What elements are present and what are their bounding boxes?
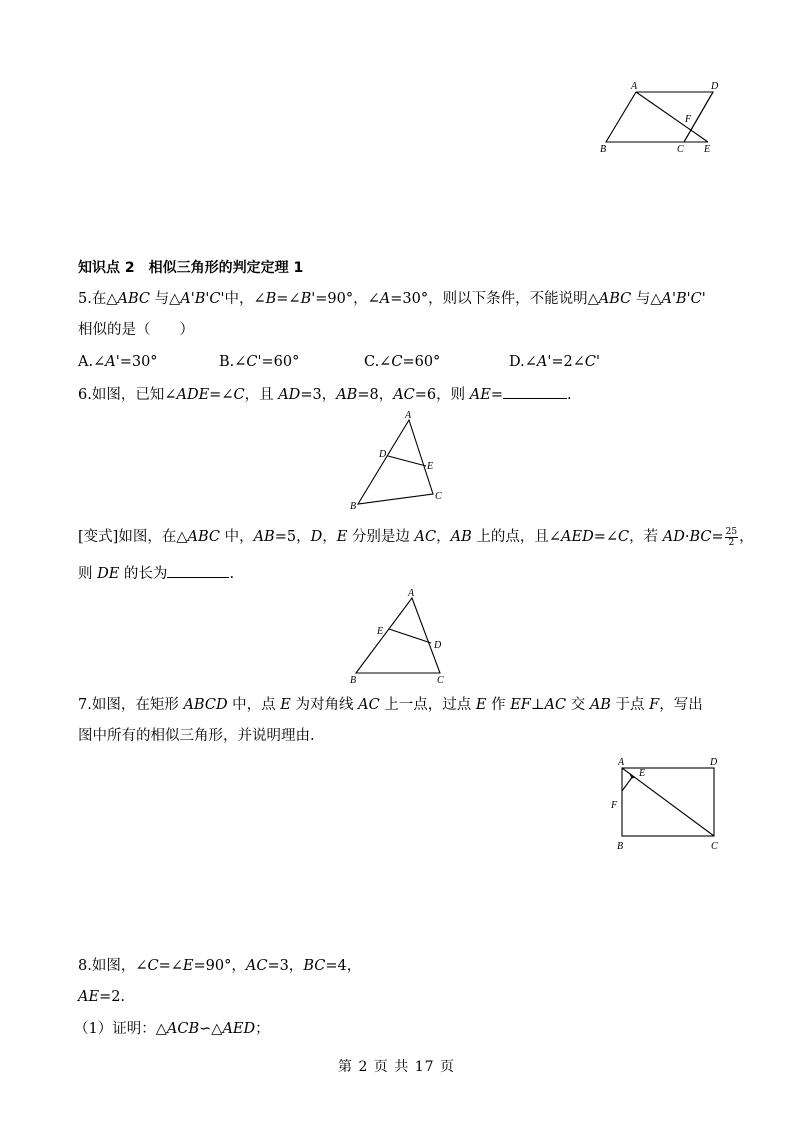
- q8-line-1: 8.如图，∠C=∠E=90°，AC=3，BC=4，: [78, 958, 362, 974]
- q8-line-2: AE=2.: [78, 989, 126, 1005]
- figure-parallelogram: [596, 78, 726, 158]
- fig7-label-f: F: [611, 800, 618, 811]
- fig6-label-c: C: [435, 491, 442, 502]
- fig1-label-e: E: [704, 144, 711, 155]
- fig1-label-a: A: [631, 81, 638, 92]
- fig7-label-e: E: [639, 768, 646, 779]
- q6-answer-blank[interactable]: [503, 384, 567, 399]
- fig-variant-label-b: B: [350, 675, 357, 686]
- q5-option-b: B.∠C'=60°: [219, 354, 300, 370]
- fig6-line-de: [388, 456, 426, 466]
- fig6-label-d: D: [379, 449, 387, 460]
- variant-line-2: 则 DE 的长为 .: [78, 563, 234, 584]
- figure-q7-rectangle: [606, 754, 728, 854]
- fig1-label-c: C: [677, 144, 684, 155]
- fig-variant-triangle-abc: [356, 598, 440, 673]
- figure-variant-triangle: [346, 586, 451, 686]
- fig7-label-b: B: [617, 841, 624, 852]
- q5-line-1: 5.在△ABC 与△A'B'C'中，∠B=∠B'=90°，∠A=30°，则以下条件，不能说明△ABC 与△A'B'C': [78, 291, 706, 307]
- fig7-line-ef: [622, 776, 633, 791]
- variant-answer-blank[interactable]: [167, 563, 229, 578]
- q7-line-2: 图中所有的相似三角形，并说明理由.: [78, 728, 315, 744]
- fig-variant-label-d: D: [434, 640, 442, 651]
- fig1-label-f: F: [685, 114, 692, 125]
- q5-option-a: A.∠A'=30°: [78, 354, 158, 370]
- fig6-label-b: B: [350, 501, 357, 512]
- fig6-triangle-abc: [358, 420, 433, 504]
- q6-line: 6.如图，已知∠ADE=∠C，且 AD=3，AB=8，AC=6，则 AE= .: [78, 384, 572, 405]
- fig-variant-label-a: A: [408, 588, 415, 599]
- fig7-diagonal-ac: [622, 768, 714, 836]
- q5-line-2: 相似的是（ ）: [78, 322, 194, 338]
- q5-option-c: C.∠C=60°: [364, 354, 441, 370]
- fig7-label-d: D: [710, 757, 718, 768]
- fig-variant-label-c: C: [437, 675, 444, 686]
- fig-variant-label-e: E: [377, 626, 384, 637]
- q8-line-3: （1）证明：△ACB∽△AED；: [74, 1021, 270, 1037]
- figure-q6-triangle: [346, 408, 451, 513]
- fig1-label-d: D: [711, 81, 719, 92]
- fig1-label-b: B: [600, 144, 607, 155]
- q7-line-1: 7.如图，在矩形 ABCD 中，点 E 为对角线 AC 上一点，过点 E 作 EF⊥AC 交 AB 于点 F，写出: [78, 697, 703, 713]
- fig7-label-c: C: [711, 841, 718, 852]
- q5-option-d: D.∠A'=2∠C': [509, 354, 600, 370]
- section-heading: 知识点 2 相似三角形的判定定理 1: [78, 260, 304, 276]
- fig6-label-a: A: [405, 410, 412, 421]
- page-footer: 第 2 页 共 17 页: [338, 1059, 455, 1075]
- fig1-line-ae: [636, 92, 708, 142]
- fig7-label-a: A: [618, 757, 625, 768]
- fraction-25-over-2: $\frac{25}{2}$: [725, 526, 738, 548]
- fig6-label-e: E: [427, 461, 434, 472]
- variant-line-1: [变式]如图，在△ABC 中，AB=5，D，E 分别是边 AC，AB 上的点，且∠AED=∠C，若 AD·BC= $\frac{25}{2}$ ，: [78, 526, 754, 548]
